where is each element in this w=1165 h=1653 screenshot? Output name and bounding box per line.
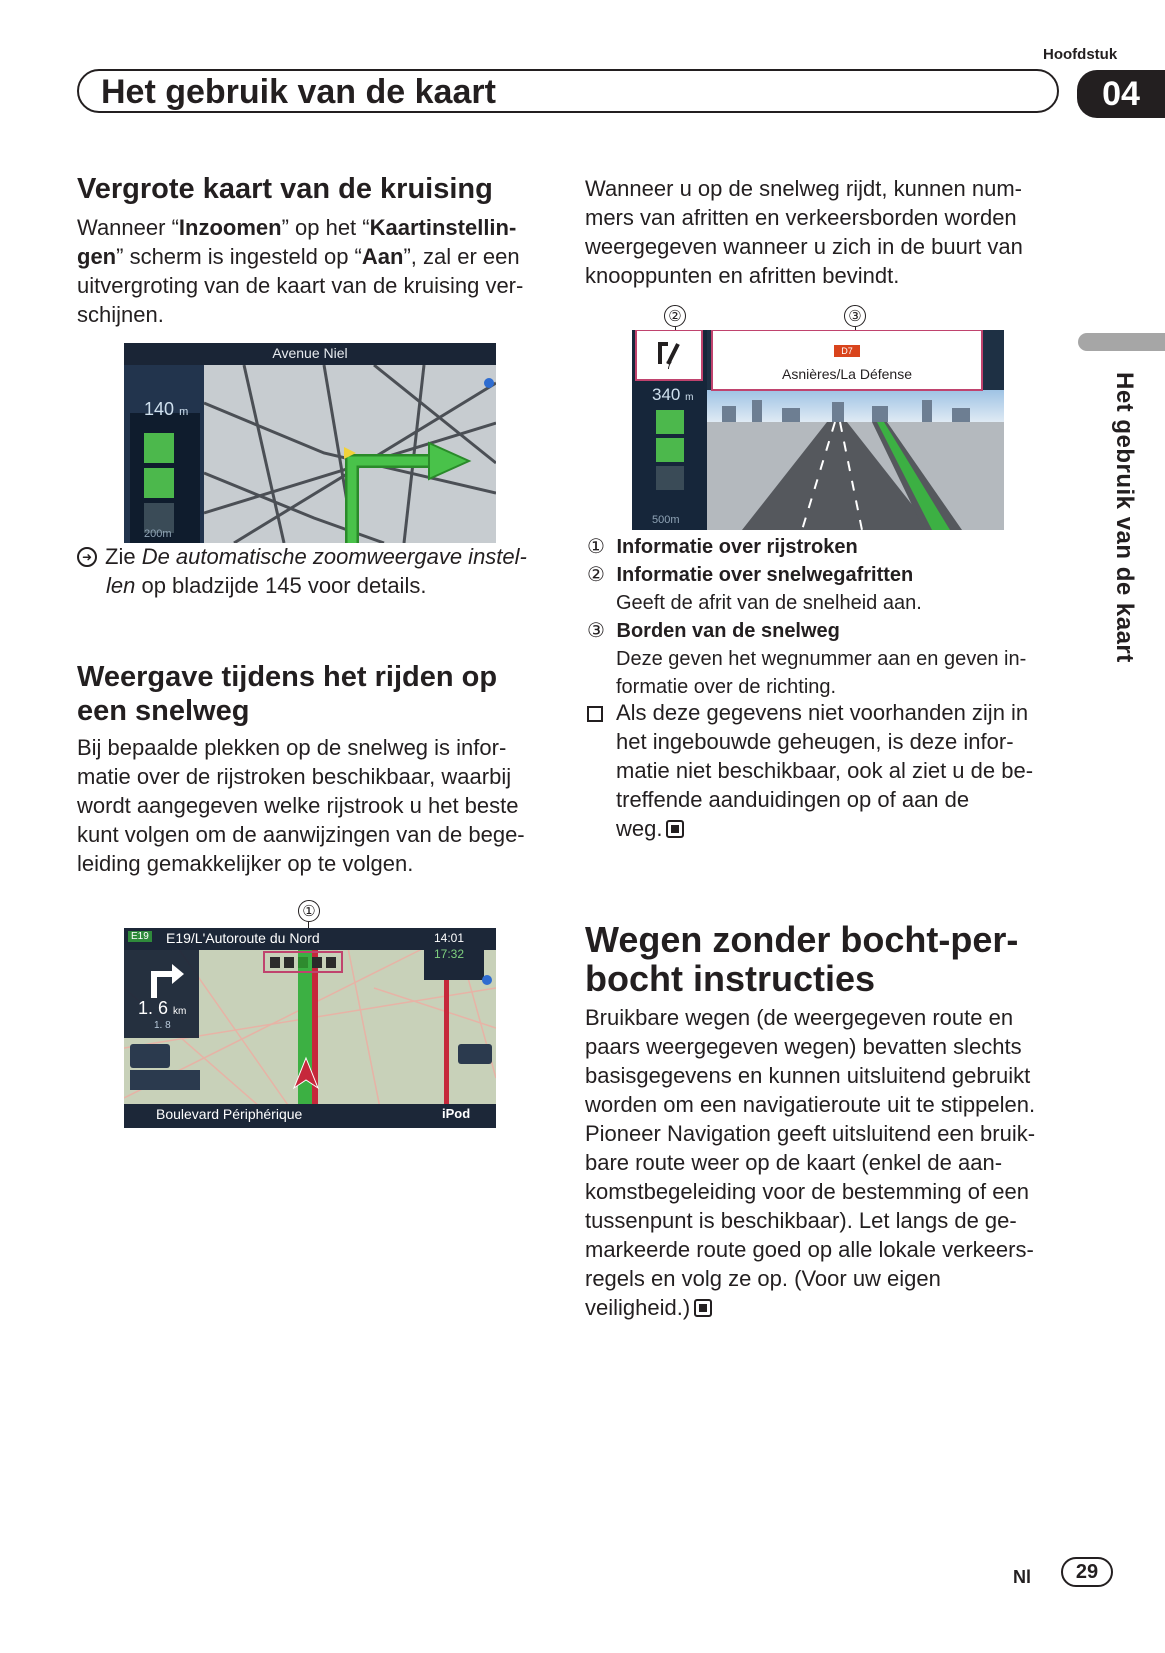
road-number-badge: E19: [128, 931, 152, 942]
list-item-description: formatie over de richting.: [616, 676, 837, 698]
end-of-section-icon: [694, 1299, 712, 1317]
arrow-right-icon: ➜: [77, 547, 97, 567]
scale-readout: 500m: [652, 514, 680, 526]
exit-number: 7: [665, 360, 673, 372]
road-badge-d7: D7: [841, 346, 853, 356]
highway-intro-paragraph: Wanneer u op de snelweg rijdt, kunnen num- mers van afritten en verkeersborden worden weergegeven wanneer u zich in de buurt van knooppunten en afritten bevindt.: [585, 176, 1023, 288]
clock-time: 14:01: [434, 931, 465, 945]
list-item-description: Geeft de afrit van de snelheid aan.: [616, 592, 922, 614]
callout-2: ②: [664, 305, 686, 327]
intersection-map: [124, 343, 496, 543]
note-icon: [587, 706, 603, 722]
turn-distance: 1. 6 km: [138, 998, 187, 1018]
section-title-enlarged-map: Vergrote kaart van de kruising: [77, 173, 493, 205]
list-item-description: Deze geven het wegnummer aan en geven in-: [616, 648, 1027, 670]
callout-3: ③: [844, 305, 866, 327]
side-tab-label: Het gebruik van de kaart: [1111, 372, 1138, 663]
chapter-number: 04: [1077, 70, 1165, 118]
list-item: ① Informatie over rijstroken: [587, 536, 858, 558]
section-title-highway: Weergave tijdens het rijden op een snelweg: [77, 661, 498, 727]
exit-distance: 340 m: [652, 385, 694, 404]
list-item: ② Informatie over snelwegafritten: [587, 564, 914, 586]
arrival-time: 17:32: [434, 947, 465, 961]
direction-sign: Asnières/La Défense: [782, 366, 912, 382]
language-code: Nl: [1013, 1567, 1031, 1587]
lane-info-screenshot: [124, 928, 496, 1128]
highway-exit-screenshot: [632, 330, 1004, 530]
bottom-street: Boulevard Périphérique: [156, 1106, 303, 1122]
intersection-zoom-screenshot: [124, 343, 496, 543]
street-name: Avenue Niel: [272, 345, 348, 361]
chapter-label: Hoofdstuk: [1043, 46, 1118, 63]
audio-source: iPod: [442, 1106, 471, 1121]
callout-1: ①: [298, 900, 320, 922]
page-number: 29: [1061, 1557, 1113, 1587]
section-paragraph-enlarged-map: Wanneer “Inzoomen” op het “Kaartinstellin- gen” scherm is ingesteld op “Aan”, zal er een uitvergroting van de kaart van de kruising ver- schijnen.: [77, 215, 524, 327]
end-of-section-icon: [666, 820, 684, 838]
current-road: E19/L'Autoroute du Nord: [166, 930, 320, 946]
page-title: Het gebruik van de kaart: [101, 73, 496, 111]
cross-reference: ➜ Zie De automatische zoomweergave instel- len op bladzijde 145 voor details.: [77, 542, 547, 600]
next-turn-distance: 1. 8: [154, 1020, 171, 1031]
section-title-no-turn-instructions: Wegen zonder bocht-per- bocht instructies: [585, 919, 1019, 999]
scale-readout: 200m: [144, 528, 172, 540]
note-paragraph: Als deze gegevens niet voorhanden zijn in het ingebouwde geheugen, is deze infor- matie niet beschikbaar, ook al ziet u de be- treffende aanduidingen op of aan de weg.: [616, 700, 1034, 841]
list-item: ③ Borden van de snelweg: [587, 620, 840, 642]
side-tab-marker: [1078, 333, 1165, 351]
section-paragraph-highway: Bij bepaalde plekken op de snelweg is infor- matie over de rijstroken beschikbaar, waarbij wordt aangegeven welke rijstrook u het beste kunt volgen om de aanwijzingen van de bege- leiding gemakkelijker op te volgen.: [77, 735, 525, 876]
distance-readout: 140 m: [144, 399, 189, 419]
section-paragraph-no-turn-instructions: Bruikbare wegen (de weergegeven route en paars weergegeven wegen) bevatten slechts basisgegevens en kunnen uitsluitend gebruikt worden om een navigatieroute uit te stippelen. Pioneer Navigation geeft uitsluitend een bruik- bare route weer op de kaart (enkel de aan- komstbegeleiding voor de bestemming of een tussenpunt is beschikbaar). Let langs de ge- markeerde route goed op alle lokale verkeers- regels en volg ze op. (Voor uw eigen veiligheid.): [585, 1005, 1036, 1320]
